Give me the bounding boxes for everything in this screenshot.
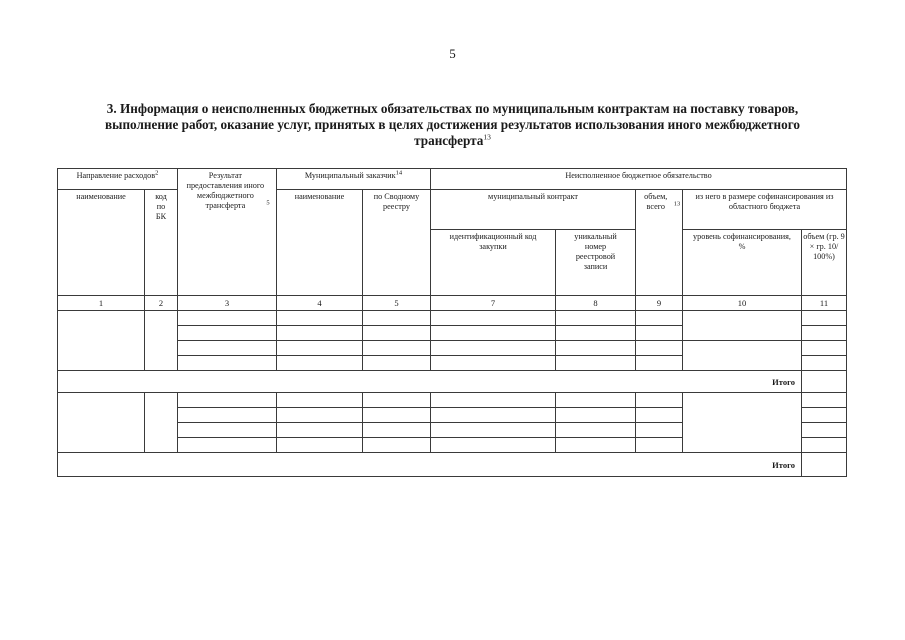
- table-cell: [178, 423, 277, 438]
- table-cell: [431, 326, 556, 341]
- table-cell: [178, 356, 277, 371]
- table-cell: [802, 311, 847, 326]
- header-result-text: Результат предоставления иного межбюджетного трансферта: [186, 171, 265, 210]
- table-cell: [277, 393, 363, 408]
- table-cell: [277, 408, 363, 423]
- header-result-footnote: 5: [266, 199, 270, 207]
- total-label: Итого: [58, 371, 802, 393]
- column-number: 2: [145, 296, 178, 311]
- column-number: 11: [802, 296, 847, 311]
- table-cell: [802, 371, 847, 393]
- header-obligation: [431, 169, 847, 190]
- header-direction: [58, 169, 178, 190]
- header-customer-registry-text: по Сводному реестру: [373, 192, 420, 211]
- header-volume-total: [636, 190, 683, 296]
- table-cell: [178, 393, 277, 408]
- section-title-line-3: [55, 133, 850, 149]
- column-number: 7: [431, 296, 556, 311]
- table-cell: [178, 438, 277, 453]
- header-registry-number-text: уникальный номер реестровой записи: [574, 232, 617, 271]
- table-cell: [431, 423, 556, 438]
- section-title-line-1: 3. Информация о неисполненных бюджетных обязательствах по муниципальным контрактам на поставку товаров,: [106, 101, 799, 116]
- table-cell: [363, 423, 431, 438]
- table-cell: [556, 311, 636, 326]
- table-cell: [431, 408, 556, 423]
- table-cell: [802, 341, 847, 356]
- table-cell: [431, 438, 556, 453]
- header-cofinancing-volume-text: объем (гр. 9 × гр. 10/ 100%): [803, 232, 845, 261]
- header-customer-footnote: 14: [395, 169, 403, 177]
- table-cell: [556, 393, 636, 408]
- table-cell: [636, 393, 683, 408]
- total-label: Итого: [58, 453, 802, 477]
- table-cell: [636, 438, 683, 453]
- table-cell: [802, 423, 847, 438]
- header-cofinancing-level-text: уровень софинансирования, %: [693, 232, 791, 251]
- table-cell: [431, 311, 556, 326]
- table-cell: [363, 341, 431, 356]
- table-cell: [556, 356, 636, 371]
- table-cell: [431, 356, 556, 371]
- header-direction-name: [58, 190, 145, 296]
- table-cell: [363, 408, 431, 423]
- header-direction-text: Направление расходов: [76, 171, 156, 180]
- table-cell: [277, 438, 363, 453]
- table-cell: [145, 311, 178, 371]
- table-cell: [58, 393, 145, 453]
- table-cell: [636, 356, 683, 371]
- table-cell: [277, 341, 363, 356]
- table-cell: [556, 408, 636, 423]
- column-number: 8: [556, 296, 636, 311]
- page-number: 5: [449, 46, 456, 61]
- column-number: 10: [683, 296, 802, 311]
- header-direction-code-text: код по БК: [155, 192, 167, 221]
- table-cell: [178, 311, 277, 326]
- table-cell: [556, 423, 636, 438]
- table-cell: [363, 438, 431, 453]
- column-number: 9: [636, 296, 683, 311]
- header-customer: [277, 169, 431, 190]
- column-number: 3: [178, 296, 277, 311]
- header-customer-text: Муниципальный заказчик: [304, 171, 396, 180]
- header-direction-code: [145, 190, 178, 296]
- table-cell: [277, 356, 363, 371]
- table-cell: [178, 341, 277, 356]
- table-cell: [802, 408, 847, 423]
- header-obligation-text: Неисполненное бюджетное обязательство: [565, 171, 712, 180]
- header-direction-name-text: наименование: [76, 192, 126, 201]
- header-direction-footnote: 2: [155, 169, 159, 177]
- table-cell: [556, 341, 636, 356]
- header-volume-total-text: объем, всего: [644, 192, 668, 211]
- table-cell: [145, 393, 178, 453]
- table-cell: [802, 356, 847, 371]
- column-number: 1: [58, 296, 145, 311]
- table-cell: [802, 438, 847, 453]
- header-purchase-code: [431, 230, 556, 296]
- table-cell: [277, 326, 363, 341]
- table-cell: [636, 326, 683, 341]
- table-cell: [636, 408, 683, 423]
- table-cell: [431, 341, 556, 356]
- table-cell: [683, 311, 802, 341]
- table-cell: [683, 393, 802, 453]
- header-registry-number: [556, 230, 636, 296]
- header-contract: [431, 190, 636, 230]
- table-cell: [178, 408, 277, 423]
- section-title-footnote: 13: [483, 132, 491, 142]
- table-cell: [683, 341, 802, 371]
- table-cell: [363, 393, 431, 408]
- header-purchase-code-text: идентификационный код закупки: [449, 232, 537, 251]
- table-cell: [277, 423, 363, 438]
- section-title-text-3: трансферта: [414, 133, 484, 148]
- table-cell: [556, 438, 636, 453]
- header-volume-total-footnote: 13: [673, 200, 681, 208]
- table-cell: [277, 311, 363, 326]
- unfulfilled-obligations-table: [57, 168, 847, 477]
- header-result: [178, 169, 277, 296]
- table-cell: [802, 453, 847, 477]
- header-cofinancing-text: из него в размере софинансирования из областного бюджета: [695, 192, 834, 211]
- header-cofinancing-level: [683, 230, 802, 296]
- column-number: 5: [363, 296, 431, 311]
- header-contract-text: муниципальный контракт: [488, 192, 578, 201]
- table-cell: [556, 326, 636, 341]
- table-cell: [363, 311, 431, 326]
- table-cell: [363, 356, 431, 371]
- header-customer-name-text: наименование: [294, 192, 345, 201]
- table-cell: [636, 341, 683, 356]
- header-cofinancing: [683, 190, 847, 230]
- table-cell: [363, 326, 431, 341]
- table-cell: [431, 393, 556, 408]
- header-customer-registry: [363, 190, 431, 296]
- table-cell: [802, 393, 847, 408]
- section-title: [55, 101, 850, 149]
- table-cell: [636, 423, 683, 438]
- table-cell: [802, 326, 847, 341]
- header-cofinancing-volume: [802, 230, 847, 296]
- table-cell: [178, 326, 277, 341]
- column-number: 4: [277, 296, 363, 311]
- section-title-line-2: выполнение работ, оказание услуг, принятых в целях достижения результатов использования иного межбюджетного: [105, 117, 800, 132]
- table-cell: [58, 311, 145, 371]
- table-cell: [636, 311, 683, 326]
- header-customer-name: [277, 190, 363, 296]
